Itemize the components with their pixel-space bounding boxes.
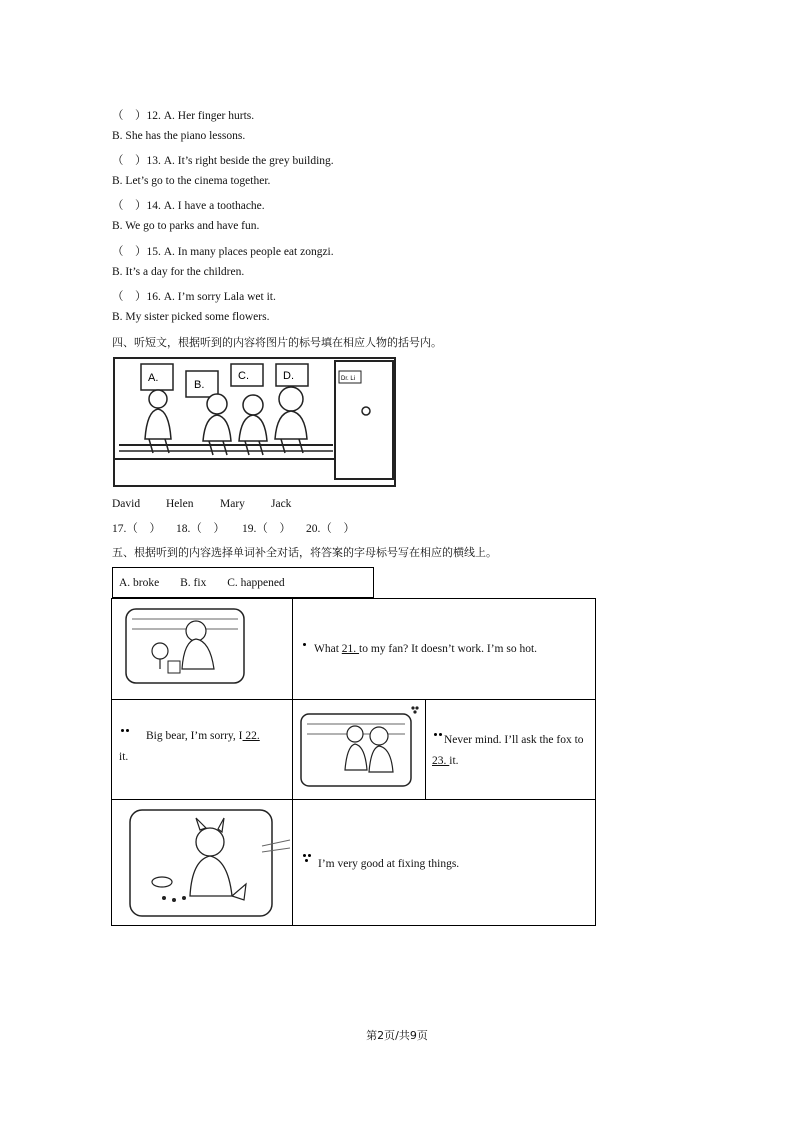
dialog-3-text: [432, 730, 594, 772]
dialog-1-text-cell: [292, 599, 595, 699]
name-jack: Jack: [271, 498, 292, 510]
speaker-icon: [305, 859, 308, 862]
section-4-title: 四、听短文，根据听到的内容将图片的标号填在相应人物的括号内。: [112, 336, 442, 349]
question-13-option-a: （ ）13. A. It’s right beside the grey building.: [112, 155, 334, 167]
dialog-2-text: [119, 726, 287, 768]
question-12-option-b: B. She has the piano lessons.: [112, 130, 246, 142]
dialog-3-picture-cell: [292, 699, 425, 799]
picture-label-b: B.: [194, 379, 205, 391]
speaker-icon: [303, 854, 306, 857]
answer-18: 18.（ ）: [176, 523, 225, 535]
dialog-4-text-cell: [292, 799, 595, 925]
blank-21[interactable]: 21.: [341, 643, 360, 655]
question-15-option-b: B. It’s a day for the children.: [112, 266, 245, 278]
waiting-room-illustration: [113, 357, 396, 487]
picture-frame-b: [186, 371, 218, 397]
dialog-2-pre: Big bear, I’m sorry, I: [146, 730, 243, 742]
picture-label-c: C.: [238, 370, 249, 382]
speaker-icon: [308, 854, 311, 857]
question-14-option-b: B. We go to parks and have fun.: [112, 220, 260, 232]
dialog-1-picture-cell: [112, 599, 292, 699]
answer-20: 20.（ ）: [306, 523, 355, 535]
option-b: B. fix: [180, 576, 207, 589]
picture-frame-c: [231, 364, 263, 386]
picture-frame-d: [276, 364, 308, 386]
page-footer: 第2页/共9页: [366, 1029, 428, 1042]
question-16-option-b: B. My sister picked some flowers.: [112, 311, 270, 323]
dialog-1-post: to my fan? It doesn’t work. I’m so hot.: [359, 643, 538, 655]
picture-label-d: D.: [283, 370, 294, 382]
dialog-3-post: it.: [449, 755, 459, 767]
question-15-option-a: （ ）15. A. In many places people eat zongzi.: [112, 246, 334, 258]
dialog-4-text: I’m very good at fixing things.: [318, 858, 460, 870]
bear-with-fan-picture: [112, 599, 292, 699]
door: [335, 361, 393, 479]
name-david: David: [112, 498, 141, 510]
section-5-title: 五、根据听到的内容选择单词补全对话，将答案的字母标号写在相应的横线上。: [112, 546, 497, 559]
word-options-box: [112, 567, 374, 598]
door-sign: Dr. Li: [341, 376, 356, 382]
dialog-2-text-cell: [112, 699, 292, 799]
picture-frame-a: [141, 364, 173, 390]
name-helen: Helen: [166, 498, 194, 510]
question-13-option-b: B. Let’s go to the cinema together.: [112, 175, 271, 187]
dialog-2-post: it.: [119, 751, 129, 763]
dialog-1-pre: What: [314, 643, 342, 655]
dialog-3-pre: Never mind. I’ll ask the fox to: [444, 734, 584, 746]
question-14-option-a: （ ）14. A. I have a toothache.: [112, 200, 265, 212]
answer-17: 17.（ ）: [112, 523, 161, 535]
speaker-icon: [303, 643, 306, 646]
option-a: A. broke: [119, 576, 160, 589]
picture-label-a: A.: [148, 372, 159, 384]
blank-23[interactable]: 23.: [432, 755, 450, 767]
name-mary: Mary: [220, 498, 245, 510]
option-c: C. happened: [227, 576, 285, 589]
dialog-4-picture-cell: [112, 799, 292, 925]
question-12-option-a: （ ）12. A. Her finger hurts.: [112, 110, 255, 122]
question-16-option-a: （ ）16. A. I’m sorry Lala wet it.: [112, 291, 276, 303]
blank-22[interactable]: 22.: [242, 730, 260, 742]
dialog-1-text: [314, 639, 537, 660]
bear-and-dog-picture: [293, 700, 425, 800]
dialog-grid: [111, 598, 596, 926]
answer-19: 19.（ ）: [242, 523, 291, 535]
fox-fixing-fan-picture: [112, 800, 292, 926]
dialog-3-text-cell: [425, 699, 595, 799]
